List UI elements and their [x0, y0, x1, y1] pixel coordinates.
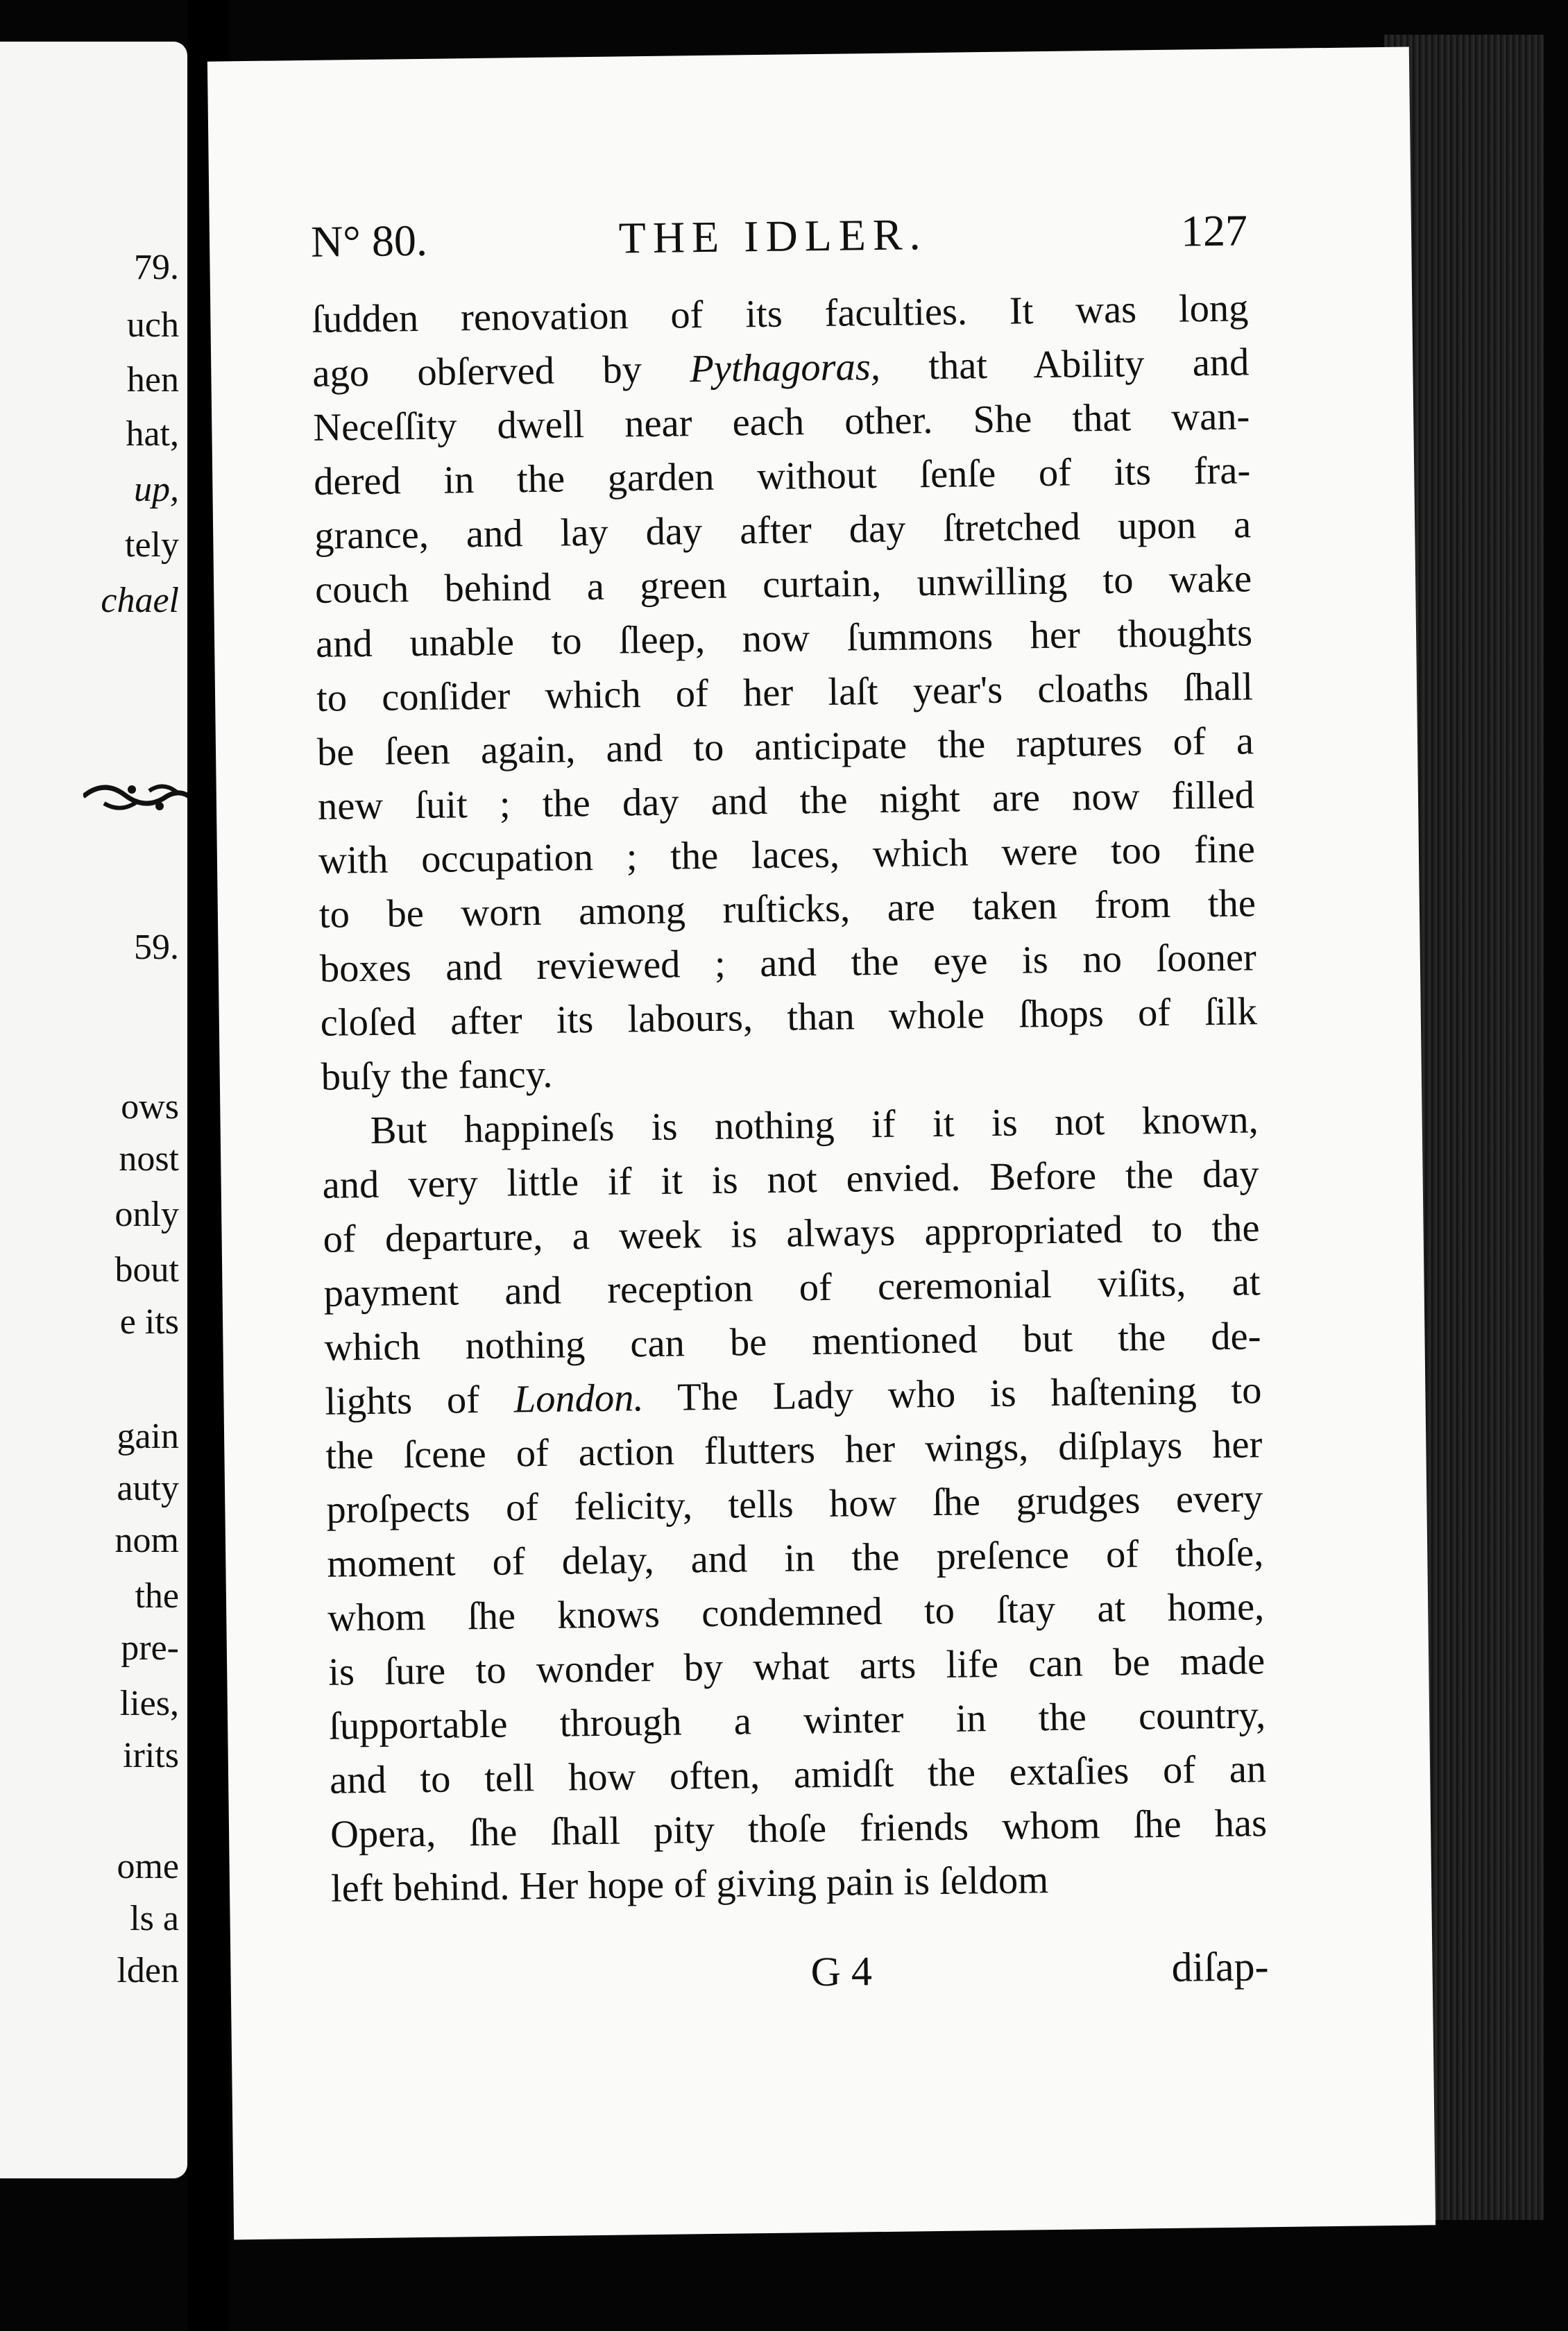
catchword: diſap- [1171, 1943, 1269, 1990]
previous-page-fragment: 79. [134, 248, 179, 287]
previous-page-fragment: irits [123, 1736, 179, 1775]
previous-page-fragment: pre- [121, 1628, 179, 1668]
text-line: moment of delay, and in the preſence of thoſe, [326, 1531, 1264, 1586]
previous-page-fragment: ows [121, 1087, 179, 1127]
paragraph-1 [312, 281, 1258, 1104]
text-line: is ſure to wonder by what arts life can be made [327, 1639, 1266, 1694]
text-line: with occupation ; the laces, which were too fine [318, 828, 1256, 882]
text-line: to be worn among ruſticks, are taken from the [318, 882, 1256, 937]
text-line: whom ſhe knows condemned to ſtay at home, [327, 1585, 1265, 1640]
text-line: proſpects of felicity, tells how ſhe grudges every [326, 1477, 1263, 1532]
running-header [311, 205, 1248, 278]
text-line: payment and reception of ceremonial viſits, at [323, 1261, 1261, 1315]
previous-page-fragment: ls a [130, 1899, 179, 1938]
previous-page-fragment: ome [117, 1847, 179, 1886]
text-line: lights of London. The Lady who is haſtening to [325, 1369, 1262, 1424]
text-line: Opera, ſhe ſhall pity thoſe friends whom ſhe has [330, 1802, 1268, 1856]
previous-page-fragment: 59. [134, 928, 179, 967]
text-line: grance, and lay day after day ſtretched upon a [314, 503, 1252, 558]
paragraph-2 [321, 1093, 1268, 1915]
previous-page-fragment: nost [119, 1139, 179, 1179]
previous-page-fragment: tely [125, 525, 179, 565]
previous-page-fragment: bout [114, 1250, 179, 1290]
previous-page-fragment: hen [126, 360, 179, 400]
previous-page-fragment: gain [117, 1417, 179, 1456]
text-line: ſupportable through a winter in the country, [328, 1693, 1266, 1748]
previous-page-fragment: hat, [126, 414, 179, 454]
text-line: which nothing can be mentioned but the de- [324, 1315, 1261, 1369]
text-line: of departure, a week is always appropriated to the [323, 1206, 1260, 1261]
text-line: boxes and reviewed ; and the eye is no ſooner [319, 936, 1257, 991]
previous-page-fragment: nom [114, 1521, 179, 1560]
previous-page-fragment: chael [101, 581, 179, 620]
italic-name: London. [513, 1376, 644, 1421]
previous-page-fragment: lies, [119, 1684, 179, 1723]
text-line: left behind. Her hope of giving pain is ſeldom [330, 1859, 1049, 1911]
text-line: the ſcene of action flutters her wings, diſplays her [325, 1423, 1263, 1478]
text-line: ago obſerved by Pythagoras, that Ability and [312, 341, 1250, 395]
text-line: and very little if it is not envied. Before the day [322, 1152, 1259, 1207]
text-line: to conſider which of her laſt year's cloaths ſhall [316, 665, 1254, 720]
text-line: new ſuit ; the day and the night are now filled [317, 774, 1255, 828]
text-line: ſudden renovation of its faculties. It was long [312, 287, 1249, 341]
ornament-flourish-icon [83, 776, 187, 817]
text-line: couch behind a green curtain, unwilling to wake [314, 557, 1252, 612]
text-line: cloſed after its labours, than whole ſhops of ſilk [320, 990, 1258, 1045]
previous-page-fragment: lden [117, 1951, 179, 1990]
text-line: buſy the fancy. [321, 1052, 553, 1099]
text-line: and to tell how often, amidſt the extaſies of an [329, 1748, 1267, 1802]
previous-page [0, 42, 187, 2178]
previous-page-fragment: auty [117, 1469, 179, 1508]
current-page [207, 47, 1435, 2240]
page-number: 127 [1180, 205, 1248, 256]
previous-page-fragment: up, [134, 470, 179, 509]
previous-page-fragment: uch [126, 305, 179, 345]
previous-page-fragment: only [114, 1195, 179, 1234]
page-body [312, 281, 1268, 1915]
previous-page-fragment: the [135, 1576, 179, 1616]
signature-mark: G 4 [810, 1948, 873, 1995]
page-footer [332, 1942, 1269, 2009]
essay-number: N° 80. [310, 215, 428, 266]
text-line: Neceſſity dwell near each other. She that wan- [312, 395, 1250, 450]
previous-page-fragment: e its [119, 1302, 179, 1342]
running-title: THE IDLER. [618, 210, 928, 263]
text-line: and unable to ſleep, now ſummons her thoughts [315, 611, 1253, 666]
text-line: be ſeen again, and to anticipate the raptures of a [316, 719, 1254, 774]
text-line: But happineſs is nothing if it is not known, [370, 1098, 1259, 1152]
italic-name: Pythagoras, [689, 345, 881, 391]
text-line: dered in the garden without ſenſe of its fra- [313, 449, 1251, 504]
